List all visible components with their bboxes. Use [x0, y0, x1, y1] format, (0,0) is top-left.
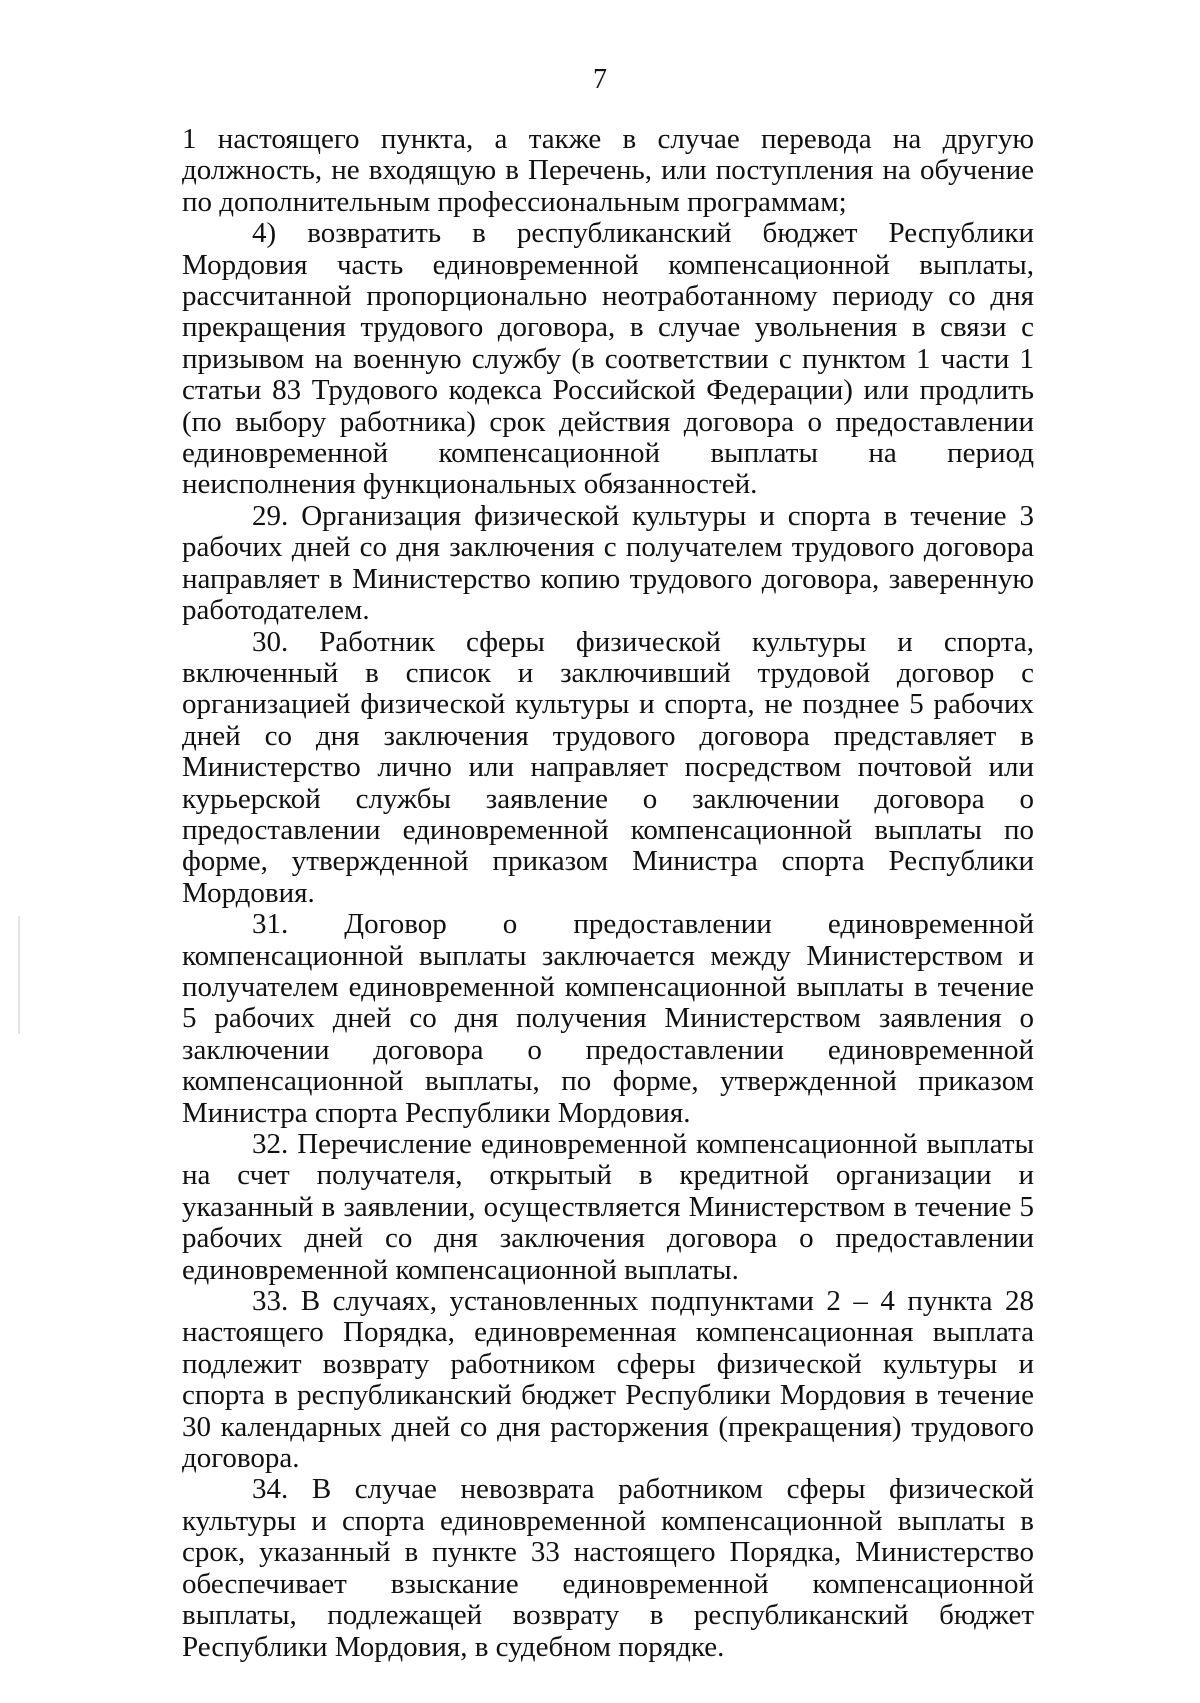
paragraph-item-30: 30. Работник сферы физической культуры и спорта, включенный в список и заключивший трудовой договор с организацией физической культуры и спорта, не позднее 5 рабочих дней со дня заключения трудового договора представляет в Министерство лично или направляет посредством почтовой или курьерской службы заявление о заключении договора о предоставлении единовременной компенсационной выплаты по форме, утвержденной приказом Министра спорта Республики Мордовия. [182, 625, 1034, 909]
page-number: 7 [593, 64, 607, 95]
paragraph-subitem-4: 4) возвратить в республиканский бюджет Республики Мордовия часть единовременной компенсационной выплаты, рассчитанной пропорционально неотработанному периоду со дня прекращения трудового договора, в случае увольнения в связи с призывом на военную службу (в соответствии с пунктом 1 части 1 статьи 83 Трудового кодекса Российской Федерации) или продлить (по выбору работника) срок действия договора о предоставлении единовременной компенсационной выплаты на период неисполнения функциональных обязанностей. [182, 217, 1034, 501]
paragraph-continuation: 1 настоящего пункта, а также в случае перевода на другую должность, не входящую в Перечень, или поступления на обучение по дополнительным профессиональным программам; [182, 123, 1034, 218]
paragraph-item-31: 31. Договор о предоставлении единовременной компенсационной выплаты заключается между Министерством и получателем единовременной компенсационной выплаты в течение 5 рабочих дней со дня получения Министерством заявления о заключении договора о предоставлении единовременной компенсационной выплаты, по форме, утвержденной приказом Министра спорта Республики Мордовия. [182, 908, 1034, 1129]
document-body [182, 124, 1034, 1663]
scan-margin-mark [18, 916, 20, 1034]
paragraph-item-34: 34. В случае невозврата работником сферы физической культуры и спорта единовременной компенсационной выплаты в срок, указанный в пункте 33 настоящего Порядка, Министерство обеспечивает взыскание единовременной компенсационной выплаты, подлежащей возврату в республиканский бюджет Республики Мордовия, в судебном порядке. [182, 1473, 1034, 1663]
paragraph-item-29: 29. Организация физической культуры и спорта в течение 3 рабочих дней со дня заключения с получателем трудового договора направляет в Министерство копию трудового договора, заверенную работодателем. [182, 499, 1034, 627]
paragraph-item-33: 33. В случаях, установленных подпунктами 2 – 4 пункта 28 настоящего Порядка, единовременная компенсационная выплата подлежит возврату работником сферы физической культуры и спорта в республиканский бюджет Республики Мордовия в течение 30 календарных дней со дня расторжения (прекращения) трудового договора. [182, 1285, 1034, 1475]
paragraph-item-32: 32. Перечисление единовременной компенсационной выплаты на счет получателя, открытый в кредитной организации и указанный в заявлении, осуществляется Министерством в течение 5 рабочих дней со дня заключения договора о предоставлении единовременной компенсационной выплаты. [182, 1128, 1034, 1286]
